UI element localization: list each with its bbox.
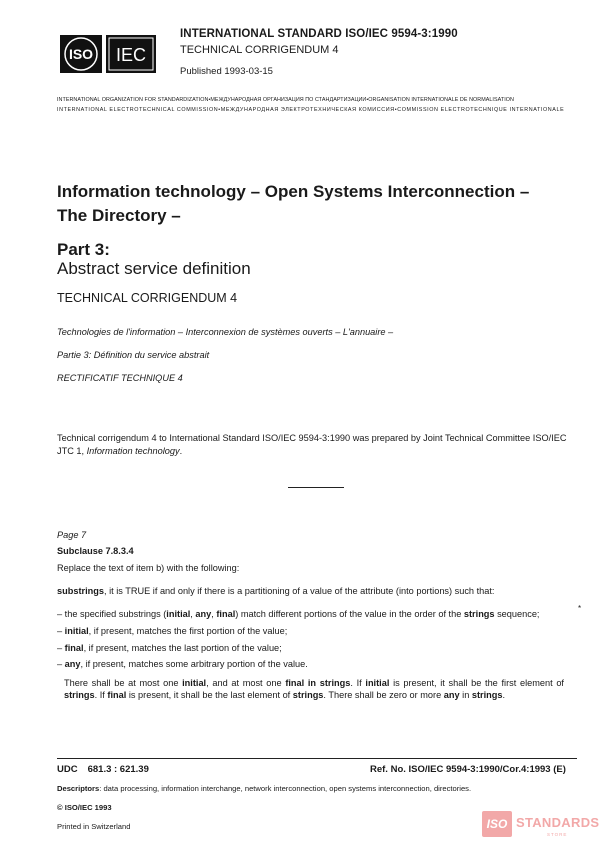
list-item: – any, if present, matches some arbitrary portion of the value. bbox=[57, 659, 308, 669]
part-name: Abstract service definition bbox=[57, 259, 251, 278]
french-part: Partie 3: Définition du service abstrait bbox=[57, 350, 210, 360]
copyright-notice: © ISO/IEC 1993 bbox=[57, 803, 112, 812]
subclause-heading: Subclause 7.8.3.4 bbox=[57, 546, 134, 556]
separator-rule bbox=[288, 487, 344, 488]
substrings-definition: substrings, it is TRUE if and only if there is a partitioning of a value of the attribute (into portions) such that: bbox=[57, 586, 495, 596]
udc-code: UDC 681.3 : 621.39 bbox=[57, 764, 149, 775]
iec-logo-text: IEC bbox=[115, 45, 147, 65]
iec-logo bbox=[106, 35, 156, 73]
committee-name: Information technology bbox=[86, 446, 180, 456]
technical-corrigendum-label: TECHNICAL CORRIGENDUM 4 bbox=[57, 291, 238, 305]
closing-paragraph: There shall be at most one initial, and at most one final in strings. If initial is present, it shall be the first element of strings. If final is present, it shall be the last element of strings. There shall be zero or more any in strings. bbox=[64, 678, 564, 700]
list-item: – the specified substrings (initial, any, final) match different portions of the value in the order of the strings sequence; bbox=[57, 609, 540, 619]
watermark-iso-logo: ISO bbox=[482, 811, 512, 837]
standard-title: INTERNATIONAL STANDARD ISO/IEC 9594-3:1990 bbox=[180, 28, 458, 40]
printed-in: Printed in Switzerland bbox=[57, 822, 131, 831]
intro-paragraph: Technical corrigendum 4 to International Standard ISO/IEC 9594-3:1990 was prepared by Joint Technical Committee ISO/IEC JTC 1, Information technology. bbox=[57, 433, 567, 456]
iso-logo-text: ISO bbox=[68, 46, 94, 62]
iso-logo bbox=[60, 35, 102, 73]
iso-organization-line: INTERNATIONAL ORGANIZATION FOR STANDARDIZATION•МЕЖДУНАРОДНАЯ ОРГАНИЗАЦИЯ ПО СТАНДАРТИЗАЦИИ•ORGANISATION INTERNATIONALE DE NORMALISATION bbox=[57, 97, 514, 103]
descriptors: Descriptors: data processing, information interchange, network interconnection, open systems interconnection, directories. bbox=[57, 784, 472, 793]
french-title: Technologies de l'information – Interconnexion de systèmes ouverts – L'annuaire – bbox=[57, 327, 394, 337]
reference-number: Ref. No. ISO/IEC 9594-3:1990/Cor.4:1993 (E) bbox=[370, 764, 566, 775]
document-title: Information technology – Open Systems Interconnection – The Directory – bbox=[57, 182, 530, 225]
page-reference: Page 7 bbox=[57, 530, 87, 540]
iec-organization-line: INTERNATIONAL ELECTROTECHNICAL COMMISSION•МЕЖДУНАРОДНАЯ ЭЛЕКТРОТЕХНИЧЕСКАЯ КОМИССИЯ•COMMISSION ELECTROTECHNIQUE INTERNATIONALE bbox=[57, 107, 565, 113]
watermark-store: STORE bbox=[547, 832, 568, 837]
published-date: Published 1993-03-15 bbox=[180, 66, 273, 77]
margin-asterisk: * bbox=[578, 604, 582, 613]
part-number: Part 3: bbox=[57, 240, 110, 259]
list-item: – final, if present, matches the last portion of the value; bbox=[57, 643, 282, 653]
replace-instruction: Replace the text of item b) with the following: bbox=[57, 563, 240, 573]
watermark-standards: STANDARDS bbox=[516, 815, 600, 830]
footer-rule bbox=[57, 758, 577, 759]
list-item: – initial, if present, matches the first portion of the value; bbox=[57, 626, 288, 636]
corrigendum-label: TECHNICAL CORRIGENDUM 4 bbox=[180, 44, 339, 56]
french-corrigendum: RECTIFICATIF TECHNIQUE 4 bbox=[57, 373, 183, 383]
